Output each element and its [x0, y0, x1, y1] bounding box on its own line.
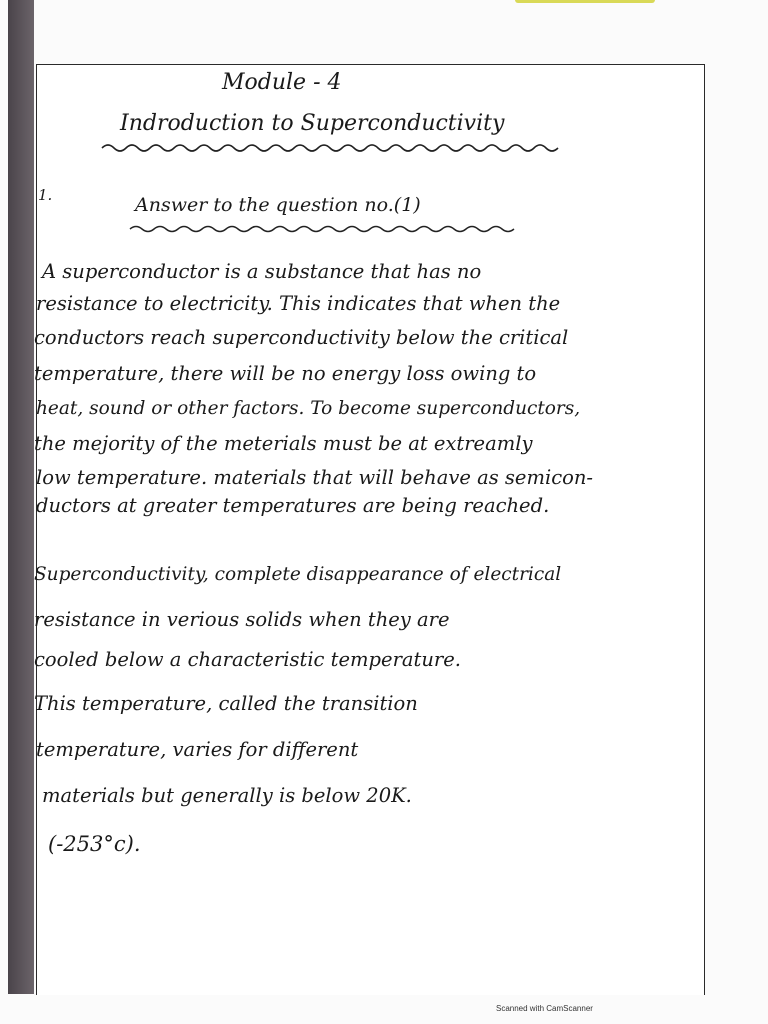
paragraph2-line: Superconductivity, complete disappearance of electrical — [34, 564, 562, 585]
module-heading: Module - 4 — [222, 70, 342, 95]
notebook-binding — [8, 0, 34, 994]
paragraph1-line: conductors reach superconductivity below the critical — [34, 326, 569, 349]
paragraph1-line: resistance to electricity. This indicates that when the — [36, 292, 561, 315]
paragraph1-line: the mejority of the meterials must be at extreamly — [34, 432, 533, 455]
title-underline — [100, 140, 560, 154]
scanner-watermark: Scanned with CamScanner — [496, 1004, 593, 1013]
answer-underline — [128, 222, 518, 234]
page-tab-marker — [515, 0, 655, 3]
paragraph1-line: heat, sound or other factors. To become superconductors, — [36, 398, 581, 419]
paragraph2-line: resistance in verious solids when they are — [34, 608, 450, 631]
paragraph1-line: temperature, there will be no energy loss owing to — [34, 362, 537, 385]
paragraph1-line: low temperature. materials that will behave as semicon- — [36, 466, 594, 489]
paragraph2-line: materials but generally is below 20K. — [42, 784, 412, 807]
page-title: Indroduction to Superconductivity — [120, 111, 505, 136]
paragraph2-line: (-253°c). — [48, 832, 141, 856]
paragraph1-line: ductors at greater temperatures are being reached. — [36, 494, 550, 517]
paragraph1-line: A superconductor is a substance that has no — [42, 260, 482, 283]
paragraph2-line: This temperature, called the transition — [34, 692, 418, 715]
paragraph2-line: cooled below a characteristic temperature. — [34, 648, 461, 671]
answer-heading: Answer to the question no.(1) — [135, 194, 421, 216]
paragraph2-line: temperature, varies for different — [36, 738, 359, 761]
question-number: 1. — [38, 186, 53, 204]
